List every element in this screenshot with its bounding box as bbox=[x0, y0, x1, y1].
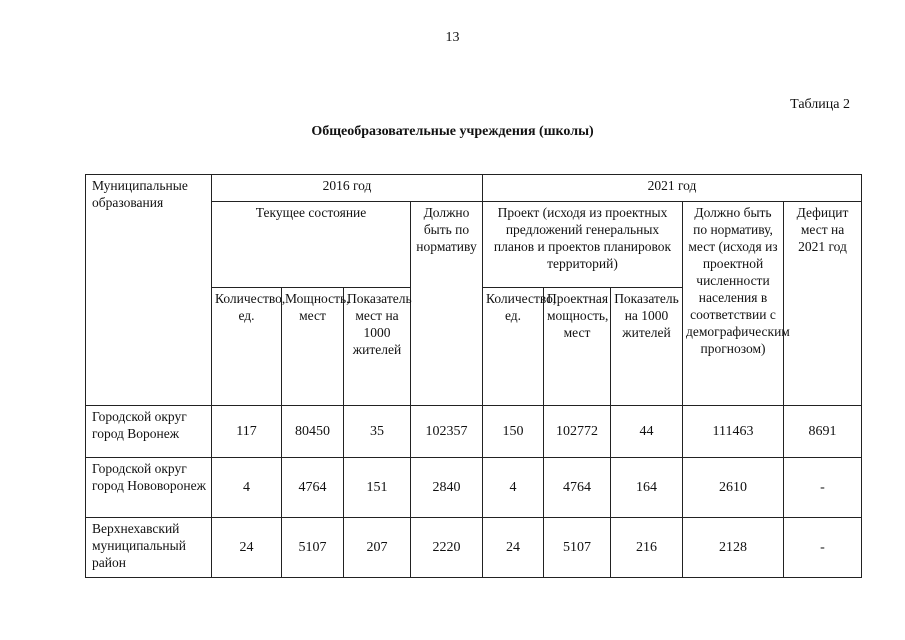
cell-required-2016: 2220 bbox=[411, 518, 483, 578]
header-year-2016: 2016 год bbox=[212, 175, 483, 202]
cell-indicator-2021: 216 bbox=[611, 518, 683, 578]
header-count-2021: Количество, ед. bbox=[483, 288, 544, 406]
cell-required-2016: 2840 bbox=[411, 458, 483, 518]
cell-required-2016: 102357 bbox=[411, 406, 483, 458]
cell-required-2021: 2610 bbox=[683, 458, 784, 518]
cell-count-2016: 24 bbox=[212, 518, 282, 578]
cell-required-2021: 111463 bbox=[683, 406, 784, 458]
cell-count-2021: 150 bbox=[483, 406, 544, 458]
header-project: Проект (исходя из проектных предложений генеральных планов и проектов планировок территорий) bbox=[483, 202, 683, 288]
header-count-2016: Количество, ед. bbox=[212, 288, 282, 406]
cell-indicator-2016: 207 bbox=[344, 518, 411, 578]
cell-indicator-2016: 151 bbox=[344, 458, 411, 518]
header-municipality: Муниципальные образования bbox=[86, 175, 212, 406]
row-municipality-name: Городской округ город Нововоронеж bbox=[86, 458, 212, 518]
cell-capacity-2016: 5107 bbox=[282, 518, 344, 578]
page-number: 13 bbox=[445, 30, 460, 45]
cell-capacity-2021: 5107 bbox=[544, 518, 611, 578]
header-deficit: Дефицит мест на 2021 год bbox=[784, 202, 862, 406]
cell-count-2016: 4 bbox=[212, 458, 282, 518]
cell-capacity-2021: 102772 bbox=[544, 406, 611, 458]
table-label: Таблица 2 bbox=[790, 97, 850, 112]
cell-count-2021: 24 bbox=[483, 518, 544, 578]
cell-indicator-2016: 35 bbox=[344, 406, 411, 458]
table-row bbox=[86, 518, 862, 578]
header-current-state: Текущее состояние bbox=[212, 202, 411, 288]
header-required-2021: Должно быть по нормативу, мест (исходя из проектной численности населения в соответствии с демографическим прогнозом) bbox=[683, 202, 784, 406]
header-year-2021: 2021 год bbox=[483, 175, 862, 202]
cell-required-2021: 2128 bbox=[683, 518, 784, 578]
cell-deficit: 8691 bbox=[784, 406, 862, 458]
row-municipality-name: Городской округ город Воронеж bbox=[86, 406, 212, 458]
header-indicator-2016: Показатель мест на 1000 жителей bbox=[344, 288, 411, 406]
header-required-2016: Должно быть по нормативу bbox=[411, 202, 483, 406]
cell-capacity-2021: 4764 bbox=[544, 458, 611, 518]
cell-count-2021: 4 bbox=[483, 458, 544, 518]
header-capacity-2016: Мощность, мест bbox=[282, 288, 344, 406]
cell-deficit: - bbox=[784, 458, 862, 518]
header-indicator-2021: Показатель на 1000 жителей bbox=[611, 288, 683, 406]
cell-indicator-2021: 44 bbox=[611, 406, 683, 458]
schools-table bbox=[85, 174, 862, 578]
cell-count-2016: 117 bbox=[212, 406, 282, 458]
table-row bbox=[86, 458, 862, 518]
cell-deficit: - bbox=[784, 518, 862, 578]
cell-capacity-2016: 80450 bbox=[282, 406, 344, 458]
cell-capacity-2016: 4764 bbox=[282, 458, 344, 518]
row-municipality-name: Верхнехавский муниципальный район bbox=[86, 518, 212, 578]
table-row bbox=[86, 406, 862, 458]
cell-indicator-2021: 164 bbox=[611, 458, 683, 518]
header-capacity-2021: Проектная мощность, мест bbox=[544, 288, 611, 406]
document-title: Общеобразовательные учреждения (школы) bbox=[311, 124, 594, 139]
